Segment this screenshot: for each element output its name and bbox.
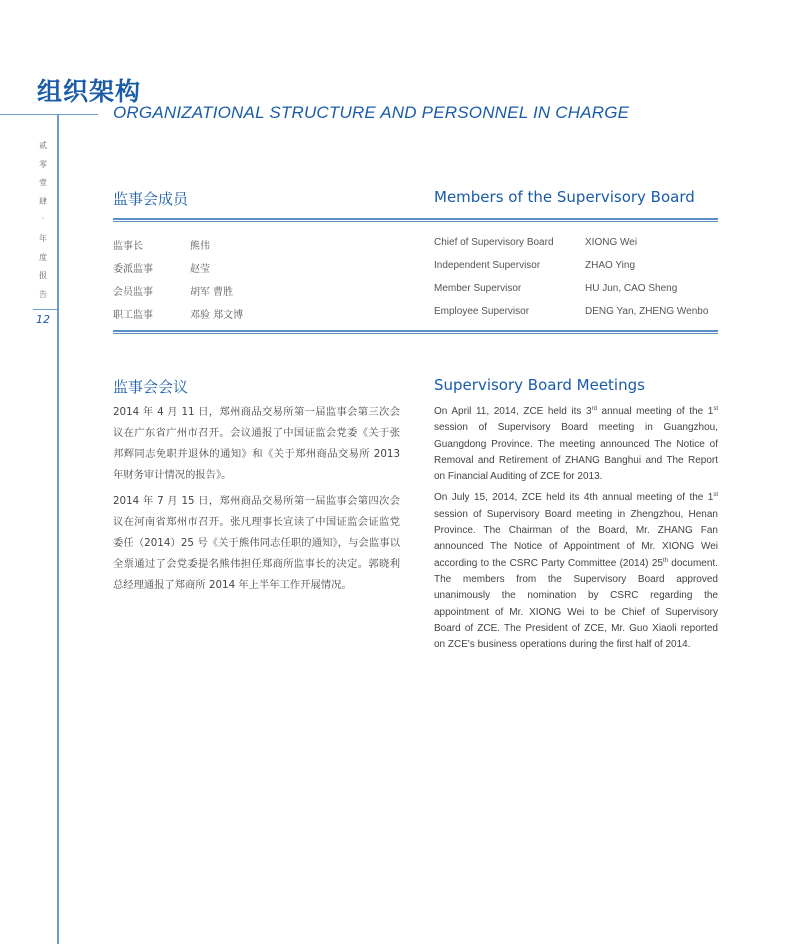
member-row	[113, 283, 718, 299]
margin-rule	[57, 114, 59, 944]
side-char: 零	[39, 159, 47, 169]
paragraph	[434, 490, 718, 653]
paragraph: 2014 年 4 月 11 日，郑州商品交易所第一届监事会第三次会议在广东省广州市召开。会议通报了中国证监会党委《关于张邦辉同志免职并退休的通知》和《关于郑州商品交易所 2013 年财务审计情况的报告》。	[113, 406, 400, 481]
member-row	[113, 306, 718, 322]
text: document. The members from the Supervisory Board approved unanimously the nomination by CSRC regarding the appointment of Mr. XIONG Wei to be Chief of Supervisory Board of ZCE. The President of ZCE, Mr. Guo Xiaoli reported on ZCE's business operations during the first half of 2014.	[434, 557, 718, 651]
meetings-body-en	[434, 404, 718, 658]
divider	[33, 309, 58, 310]
side-char: 壹	[39, 178, 47, 188]
role-cn: 委派监事	[113, 264, 153, 275]
page-title-cn: 组织架构	[37, 77, 142, 106]
name-en: HU Jun, CAO Sheng	[585, 283, 678, 294]
text: session of Supervisory Board meeting in Zhengzhou, Henan Province. The Chairman of the Board, Mr. ZHANG Fan announced The Notice of Appointment of Mr. XIONG Wei according to the CSRC Party Committee (2014) 25	[434, 508, 718, 569]
member-row	[113, 237, 718, 253]
role-en: Member Supervisor	[434, 283, 522, 294]
name-cn: 邓验 郑文博	[190, 310, 244, 321]
divider	[113, 218, 718, 222]
ordinal: rd	[591, 406, 597, 412]
role-cn: 会员监事	[113, 287, 153, 298]
divider	[0, 114, 98, 115]
member-row	[113, 260, 718, 276]
role-cn: 监事长	[113, 241, 143, 252]
name-en: DENG Yan, ZHENG Wenbo	[585, 306, 709, 317]
page-title-en: ORGANIZATIONAL STRUCTURE AND PERSONNEL IN CHARGE	[113, 103, 630, 122]
meetings-heading-en: Supervisory Board Meetings	[434, 376, 645, 394]
paragraph	[434, 404, 718, 485]
side-char: 度	[39, 252, 47, 262]
name-en: ZHAO Ying	[585, 260, 636, 271]
ordinal: th	[662, 557, 668, 564]
page-number: 12	[36, 313, 50, 326]
text: session of Supervisory Board meeting in Guangzhou, Guangdong Province. The meeting announced The Notice of Removal and Retirement of ZHANG Banghui and The Report on Financial Auditing of ZCE for 2013.	[434, 422, 718, 483]
side-char: ·	[41, 214, 45, 224]
meetings-body-cn	[113, 402, 400, 601]
name-cn: 胡军 曹胜	[190, 287, 234, 298]
members-heading-en: Members of the Supervisory Board	[434, 188, 695, 206]
side-char: 贰	[39, 141, 47, 150]
role-en: Chief of Supervisory Board	[434, 237, 554, 248]
divider	[113, 330, 718, 334]
side-char: 肆	[39, 196, 47, 206]
text: On April 11, 2014, ZCE held its 3	[434, 406, 592, 417]
side-char: 年	[39, 233, 47, 243]
name-cn: 赵莹	[190, 264, 210, 275]
name-cn: 熊伟	[190, 241, 210, 252]
side-char: 告	[39, 289, 47, 299]
text: annual meeting of the 1	[596, 406, 714, 417]
role-en: Independent Supervisor	[434, 260, 541, 271]
ordinal: st	[713, 406, 718, 412]
name-en: XIONG Wei	[585, 237, 638, 248]
ordinal: st	[713, 492, 718, 499]
role-cn: 职工监事	[113, 310, 153, 321]
side-label	[37, 140, 49, 307]
meetings-heading-cn: 监事会会议	[113, 378, 189, 396]
text: On July 15, 2014, ZCE held its 4th annual meeting of the 1	[434, 492, 714, 504]
side-char: 报	[39, 271, 47, 281]
role-en: Employee Supervisor	[434, 306, 530, 317]
paragraph: 2014 年 7 月 15 日，郑州商品交易所第一届监事会第四次会议在河南省郑州市召开。张凡理事长宣读了中国证监会证监党委任（2014）25 号《关于熊伟同志任职的通知》，与会监事以全票通过了会党委提名熊伟担任郑商所监事长的决定。郭晓利总经理通报了郑商所 2014 年上半年工作开展情况。	[113, 495, 400, 591]
members-heading-cn: 监事会成员	[113, 190, 189, 208]
